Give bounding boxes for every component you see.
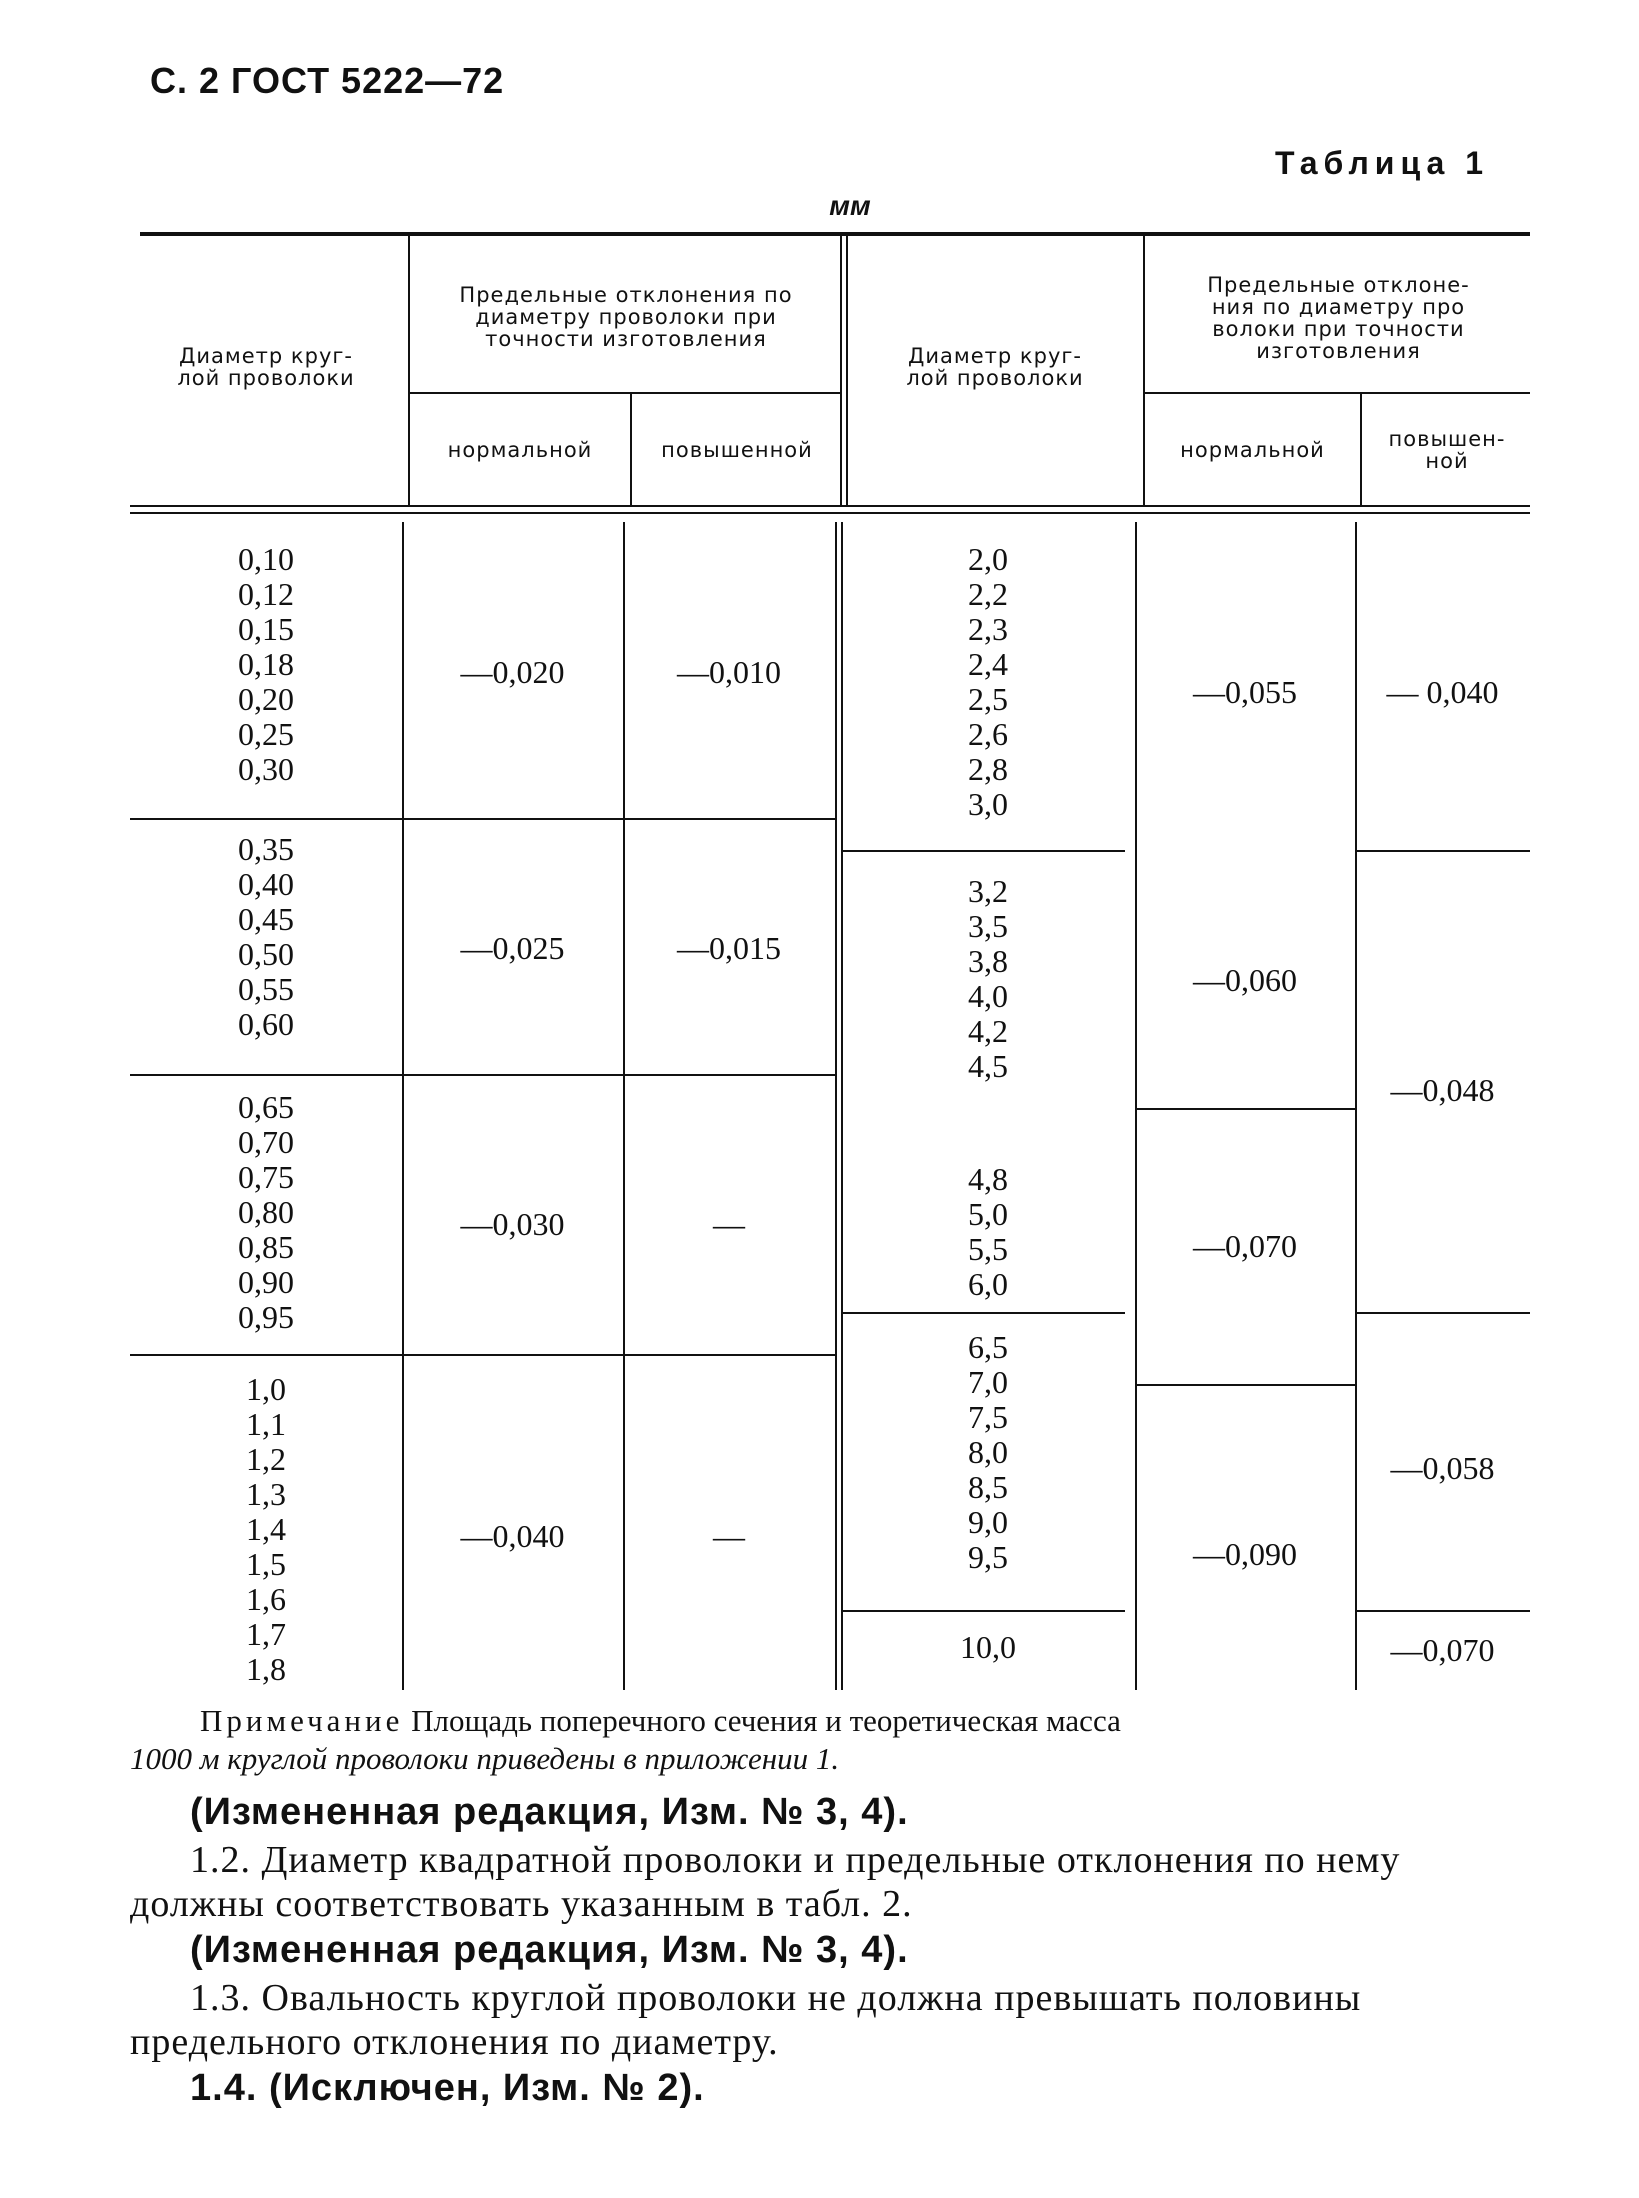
diameter-value: 0,70	[238, 1124, 294, 1160]
header-bottom-line-2	[130, 512, 1530, 514]
right-increased-value-3: —0,058	[1390, 1449, 1495, 1486]
table-note	[130, 1702, 1530, 1778]
note-line-1	[130, 1702, 1530, 1740]
vline-b2	[623, 522, 625, 1690]
right-normal-sep-2	[1135, 1384, 1355, 1386]
note-italic-text: 1000 м круглой проволоки приведены в приложении 1.	[130, 1741, 840, 1776]
diameter-value: 0,40	[238, 866, 294, 902]
left-sep-3	[130, 1354, 835, 1356]
diameter-value: 4,2	[968, 1013, 1008, 1049]
diameter-value: 0,35	[238, 831, 294, 867]
deviation-table	[130, 232, 1530, 1690]
header-normal-right: нормальной	[1180, 438, 1325, 462]
diameter-value: 4,8	[968, 1161, 1008, 1197]
header-normal-left: нормальной	[447, 438, 593, 462]
left-normal-value-3: —0,030	[460, 1205, 565, 1242]
left-increased-value-2: —0,015	[677, 929, 781, 966]
right-normal-value-4: —0,090	[1193, 1535, 1297, 1572]
left-diameter-group-1	[130, 542, 402, 787]
diameter-value: 0,85	[238, 1229, 294, 1265]
right-increased-value-2: —0,048	[1390, 1071, 1495, 1108]
diameter-value: 2,2	[968, 576, 1008, 612]
right-dia-sep-2	[841, 1312, 1125, 1314]
left-normal-value-2: —0,025	[460, 929, 565, 966]
vline-b1	[402, 522, 404, 1690]
diameter-value: 3,0	[968, 786, 1008, 822]
diameter-value: 3,2	[968, 873, 1008, 909]
right-inc-sep-1	[1355, 850, 1530, 852]
header-diameter-left: Диаметр круг- лой проволоки	[177, 344, 355, 390]
header-bottom-line-1	[130, 505, 1530, 507]
right-increased-value-1: — 0,040	[1386, 673, 1499, 710]
diameter-value: 5,5	[968, 1231, 1008, 1267]
left-diameter-group-2	[130, 832, 402, 1042]
diameter-value: 2,0	[968, 541, 1008, 577]
left-group-subline	[408, 392, 842, 394]
left-increased-value-3: —	[713, 1205, 745, 1242]
diameter-value: 2,8	[968, 751, 1008, 787]
paragraph-1-3: 1.3. Овальность круглой проволоки не должна превышать половины предельного отклонения по диаметру.	[130, 1977, 1362, 2063]
diameter-value: 0,12	[238, 576, 294, 612]
amendment-note-2: (Измененная редакция, Изм. № 3, 4).	[190, 1929, 909, 1971]
diameter-value: 1,0	[246, 1371, 286, 1407]
table-top-border	[140, 232, 1530, 236]
diameter-value: 1,1	[246, 1406, 286, 1442]
diameter-value: 0,75	[238, 1159, 294, 1195]
diameter-value: 6,5	[968, 1329, 1008, 1365]
diameter-value: 0,95	[238, 1299, 294, 1335]
vline-h5	[1360, 394, 1362, 505]
diameter-value: 5,0	[968, 1196, 1008, 1232]
right-increased-value-4: —0,070	[1390, 1631, 1495, 1668]
right-inc-sep-2	[1355, 1312, 1530, 1314]
diameter-value: 2,3	[968, 611, 1008, 647]
right-normal-value-3: —0,070	[1193, 1227, 1297, 1264]
diameter-value: 3,5	[968, 908, 1008, 944]
diameter-value: 0,65	[238, 1089, 294, 1125]
right-inc-sep-3	[1355, 1610, 1530, 1612]
diameter-value: 2,6	[968, 716, 1008, 752]
diameter-value: 9,0	[968, 1504, 1008, 1540]
vline-h1	[408, 236, 410, 506]
header-increased-left: повышенной	[661, 438, 813, 462]
header-diameter-right: Диаметр круг- лой проволоки	[906, 344, 1084, 390]
diameter-value: 0,90	[238, 1264, 294, 1300]
left-sep-2	[130, 1074, 835, 1076]
vline-h4	[1143, 236, 1145, 506]
diameter-value: 7,0	[968, 1364, 1008, 1400]
diameter-value: 1,4	[246, 1511, 286, 1547]
diameter-value: 8,5	[968, 1469, 1008, 1505]
right-dia-sep-1	[841, 850, 1125, 852]
left-sep-1	[130, 818, 835, 820]
diameter-value: 7,5	[968, 1399, 1008, 1435]
table-caption: Таблица 1	[1274, 145, 1489, 181]
diameter-value: 10,0	[960, 1629, 1016, 1665]
diameter-value: 1,7	[246, 1616, 286, 1652]
diameter-value: 2,5	[968, 681, 1008, 717]
vline-b3a	[835, 522, 837, 1690]
vline-h3b	[846, 236, 848, 506]
vline-h3a	[840, 236, 842, 506]
diameter-value: 6,0	[968, 1266, 1008, 1302]
diameter-value: 0,15	[238, 611, 294, 647]
diameter-value: 0,45	[238, 901, 294, 937]
note-text: Площадь поперечного сечения и теоретическая масса	[403, 1703, 1121, 1738]
left-diameter-group-3	[130, 1090, 402, 1335]
right-dia-sep-3	[841, 1610, 1125, 1612]
diameter-value: 0,50	[238, 936, 294, 972]
paragraph-1-2: 1.2. Диаметр квадратной проволоки и предельные отклонения по нему должны соответствовать указанным в табл. 2.	[130, 1839, 1401, 1925]
diameter-value: 0,60	[238, 1006, 294, 1042]
left-increased-value-4: —	[713, 1517, 745, 1554]
diameter-value: 1,2	[246, 1441, 286, 1477]
right-group-subline	[1145, 392, 1530, 394]
diameter-value: 0,55	[238, 971, 294, 1007]
diameter-value: 4,5	[968, 1048, 1008, 1084]
unit-label: мм	[829, 190, 871, 221]
paragraph-1-4: 1.4. (Исключен, Изм. № 2).	[190, 2067, 705, 2109]
diameter-value: 1,3	[246, 1476, 286, 1512]
header-left-group: Предельные отклонения по диаметру проволоки при точности изготовления	[459, 283, 793, 351]
diameter-value: 4,0	[968, 978, 1008, 1014]
right-diameter-group-1	[841, 542, 1135, 822]
diameter-value: 0,10	[238, 541, 294, 577]
diameter-value: 0,18	[238, 646, 294, 682]
diameter-value: 1,6	[246, 1581, 286, 1617]
right-normal-sep-1	[1135, 1108, 1355, 1110]
diameter-value: 0,20	[238, 681, 294, 717]
diameter-value: 0,80	[238, 1194, 294, 1230]
diameter-value: 1,5	[246, 1546, 286, 1582]
diameter-value: 0,25	[238, 716, 294, 752]
header-increased-right: повышен- ной	[1388, 427, 1506, 473]
page-header: С. 2 ГОСТ 5222—72	[150, 60, 505, 101]
right-diameter-group-4	[841, 1330, 1135, 1575]
left-normal-value-4: —0,040	[460, 1517, 565, 1554]
left-increased-value-1: —0,010	[677, 653, 781, 690]
header-right-group: Предельные отклоне- ния по диаметру про волоки при точности изготовления	[1207, 273, 1470, 363]
right-diameter-group-2	[841, 874, 1135, 1084]
diameter-value: 0,30	[238, 751, 294, 787]
diameter-value: 1,8	[246, 1651, 286, 1687]
vline-h2	[630, 394, 632, 505]
diameter-value: 9,5	[968, 1539, 1008, 1575]
left-normal-value-1: —0,020	[460, 653, 565, 690]
diameter-value: 3,8	[968, 943, 1008, 979]
note-lead: Примечание	[200, 1703, 404, 1738]
amendment-note-1: (Измененная редакция, Изм. № 3, 4).	[190, 1791, 909, 1833]
left-diameter-group-4	[130, 1372, 402, 1687]
diameter-value: 8,0	[968, 1434, 1008, 1470]
right-normal-value-2: —0,060	[1193, 961, 1297, 998]
diameter-value: 2,4	[968, 646, 1008, 682]
right-diameter-group-3	[841, 1162, 1135, 1302]
right-diameter-group-5	[841, 1630, 1135, 1665]
right-normal-value-1: —0,055	[1193, 673, 1297, 710]
